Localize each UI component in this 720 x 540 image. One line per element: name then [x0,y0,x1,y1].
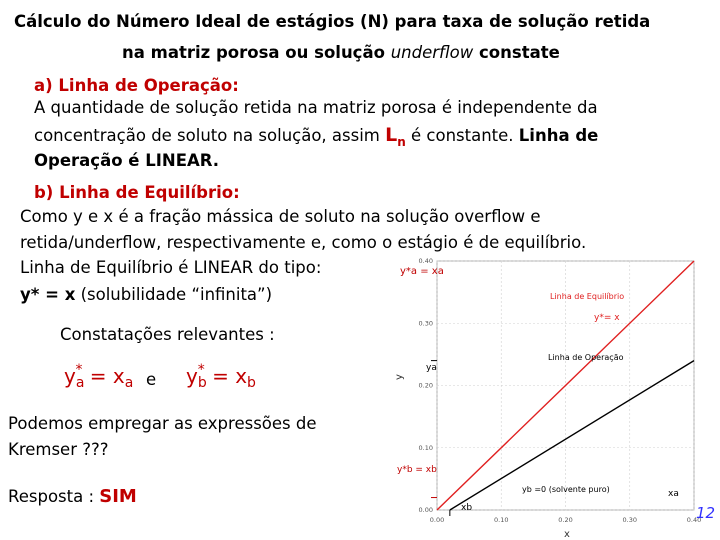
section-b-text-2: retida/underflow, respectivamente e, como o estágio é de equilíbrio. [20,233,587,252]
x-tick-label-1: 0.10 [494,516,509,524]
question-line-1 [8,414,384,433]
annotation-eq-top: y*a = xa [400,266,444,277]
eq1-star: * [75,362,83,378]
annotation-yb0: yb =0 (solvente puro) [522,485,610,494]
y-axis-label: y [394,374,405,380]
section-a-paragraph-line-1 [34,98,672,117]
section-b-text-3: Linha de Equilíbrio é LINEAR do tipo: [20,258,322,277]
annotation-eq-mid: y*= x [594,313,620,323]
mccabe-thiele-chart [388,252,720,540]
question-line-2: Kremser ??? [8,440,109,459]
x-tick-label-4: 0.40 [686,516,702,524]
section-a-text-3: Operação é LINEAR. [34,151,220,170]
x-tick-label-2: 0.20 [558,516,573,524]
section-a-text-1: A quantidade de solução retida na matriz porosa é independente da [34,98,598,117]
answer-value: SIM [99,486,137,507]
eq2-y: y [186,364,198,388]
answer-label: Resposta : [8,487,100,506]
section-a-paragraph-line-2 [34,124,672,149]
title-line-2-underflow: underflow [390,43,474,62]
section-a-text-2c: Linha de [518,126,599,145]
section-a-text-2a: concentração de soluto na solução, assim [34,126,386,145]
y-tick-label-3: 0.30 [418,319,433,328]
eq2-sub2: b [247,375,256,391]
section-b-eq: y* = x [20,285,76,304]
section-a-Ln-L: L [385,124,398,146]
section-b-heading: b) Linha de Equilíbrio: [34,183,240,202]
equation-ya-xa [64,362,134,391]
section-b-text-4 [20,285,272,304]
eq1-sub2: a [124,375,134,391]
section-a-Ln-n: n [397,135,406,149]
annotation-yb-star: y*b = xb [397,465,437,475]
section-a-text-2b: é constante. [405,126,519,145]
and-word: e [146,370,157,389]
eq1-sub: a [75,375,85,391]
question-text-1: Podemos empregar as expressões de [8,414,317,433]
title-line-1: Cálculo do Número Ideal de estágios (N) para taxa de solução retida [14,12,651,31]
x-tick-label-3: 0.30 [622,516,637,524]
annotation-operating-label: Linha de Operação [548,353,624,362]
section-b-text-1: Como y e x é a fração mássica de soluto na solução overflow e [20,207,541,226]
title-line-2-c: constate [473,43,560,62]
title-line-2-a: na matriz porosa ou solução [122,43,391,62]
title-line-2 [122,43,560,62]
page-number: 12 [696,504,716,522]
annotation-xb: xb [461,503,473,513]
eq1-eq: = x [83,364,125,388]
y-tick-label-1: 0.10 [418,443,433,452]
eq2-sub: b [197,375,207,391]
y-tick-label-0: 0.00 [418,506,433,514]
y-tick-label-4: 0.40 [418,257,433,265]
eq1-y: y [64,364,76,388]
equation-yb-xb [186,362,256,391]
annotation-equilibrium-label: Linha de Equilíbrio [550,292,625,301]
x-axis-label: x [564,529,570,540]
annotation-ya: ya [426,363,437,373]
section-a-heading: a) Linha de Operação: [34,76,239,95]
section-b-text-4b: (solubilidade “infinita”) [75,285,273,304]
annotation-xa: xa [668,489,679,499]
x-tick-label-0: 0.00 [429,516,445,524]
answer [8,486,137,507]
eq2-star: * [197,362,205,378]
eq2-eq: = x [205,364,248,388]
relevant-label: Constatações relevantes : [60,325,275,344]
y-tick-label-2: 0.20 [418,381,433,390]
